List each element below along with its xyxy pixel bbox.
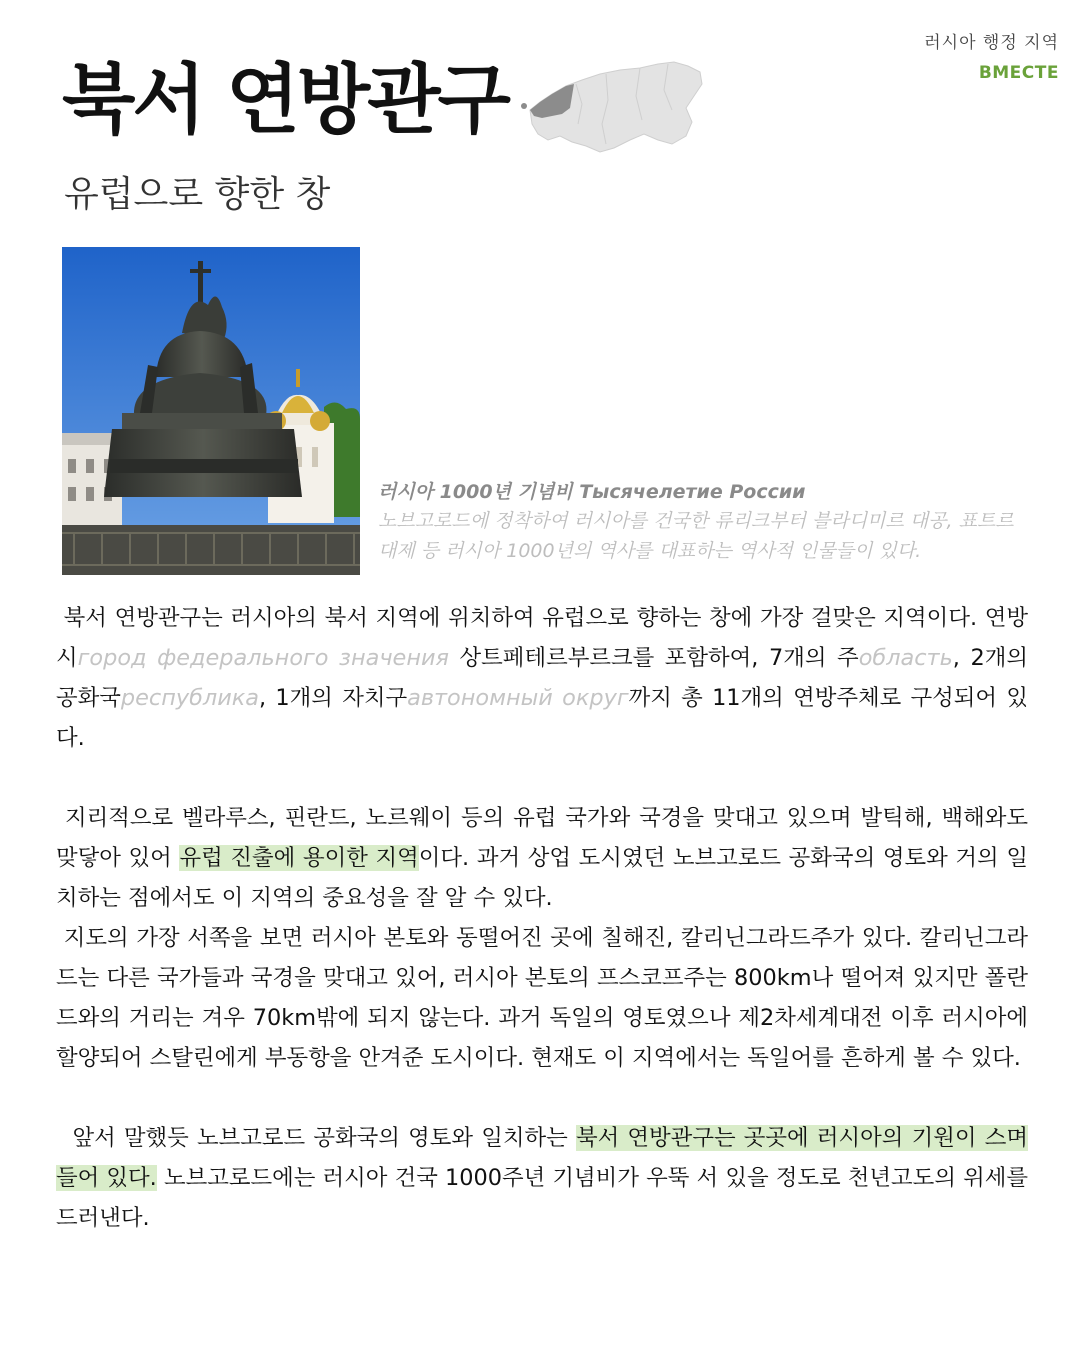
paragraph-1: 북서 연방관구는 러시아의 북서 지역에 위치하여 유럽으로 향하는 창에 가장 걸맞은 지역이다. 연방시город федерального значения 상트페테르부르크를 포함하여, 7개의 주область, 2개의 공화국республика, 1개의 자치구автономный округ까지 총 11개의 연방주체로 구성되어 있다.: [56, 605, 1028, 751]
brand-logo-text: BMECTE: [978, 63, 1059, 83]
russian-term: город федерального значения: [77, 645, 449, 671]
highlight: 북서 연방관구는 곳곳에 러시아의 기원이 스며들어 있다.: [56, 1125, 1028, 1191]
kaliningrad-dot: [521, 103, 527, 109]
series-label: 러시아 행정 지역: [924, 33, 1059, 53]
russian-term: республика: [120, 685, 259, 711]
article-body: [56, 598, 1028, 1238]
paragraph-4: 앞서 말했듯 노브고로드 공화국의 영토와 일치하는 북서 연방관구는 곳곳에 러시아의 기원이 스며들어 있다. 노브고로드에는 러시아 건국 1000주년 기념비가 우뚝 서 있을 정도로 천년고도의 위세를 드러낸다.: [56, 1125, 1028, 1231]
page-title: 북서 연방관구: [62, 55, 508, 144]
page-subtitle: 유럽으로 향한 창: [64, 174, 331, 215]
russian-term: область: [858, 645, 953, 671]
paragraph-3: 지도의 가장 서쪽을 보면 러시아 본토와 동떨어진 곳에 칠해진, 칼리닌그라드주가 있다. 칼리닌그라드는 다른 국가들과 국경을 맞대고 있어, 러시아 본토의 프스코프주는 800km나 떨어져 있지만 폴란드와의 거리는 겨우 70km밖에 되지 않는다. 과거 독일의 영토였으나 제2차세계대전 이후 러시아에 할양되어 스탈린에게 부동항을 안겨준 도시이다. 현재도 이 지역에서는 독일어를 흔하게 볼 수 있다.: [56, 925, 1028, 1071]
russia-map-icon: [516, 44, 706, 156]
russian-term: автономный округ: [407, 685, 629, 711]
highlight: 유럽 진출에 용이한 지역: [179, 845, 419, 871]
paragraph-2: 지리적으로 벨라루스, 핀란드, 노르웨이 등의 유럽 국가와 국경을 맞대고 있으며 발틱해, 백해와도 맞닿아 있어 유럽 진출에 용이한 지역이다. 과거 상업 도시였던 노브고로드 공화국의 영토와 거의 일치하는 점에서도 이 지역의 중요성을 잘 알 수 있다.: [56, 805, 1029, 911]
caption-text: 노브고로드에 정착하여 러시아를 건국한 류리크부터 블라디미르 대공, 표트르 대제 등 러시아 1000년의 역사를 대표하는 역사적 인물들이 있다.: [378, 510, 1014, 562]
photo-caption: [378, 478, 1028, 566]
millennium-monument-photo: [62, 247, 360, 575]
caption-title: 러시아 1000년 기념비 Тысячелетие России: [378, 481, 806, 503]
header-meta: [924, 28, 1059, 83]
